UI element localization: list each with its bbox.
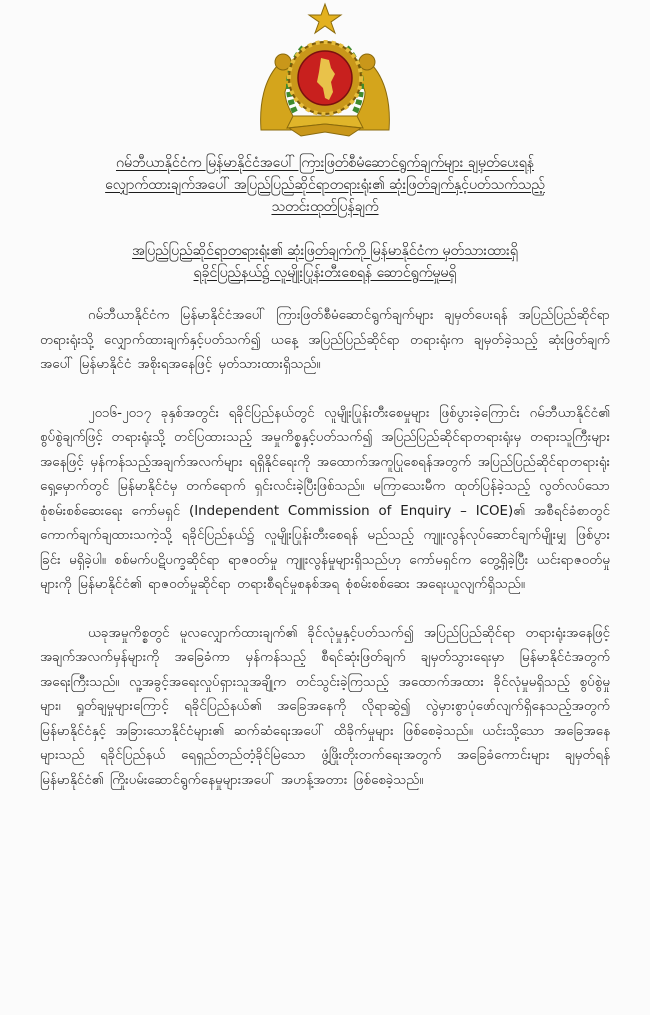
press-release-body bbox=[40, 304, 610, 793]
subtitle-line: အပြည်ပြည်ဆိုင်ရာတရားရုံး၏ ဆုံးဖြတ်ချက်ကို မြန်မာနိုင်ငံက မှတ်သားထားရှိ bbox=[132, 243, 518, 259]
body-paragraph: ၂၀၁၆-၂၀၁၇ ခုနှစ်အတွင်း ရခိုင်ပြည်နယ်တွင် လူမျိုးပြုန်းတီးစေမှုများ ဖြစ်ပွားခဲ့ကြောင်း ဂမ်ဘီယာနိုင်ငံ၏ စွပ်စွဲချက်ဖြင့် တရားရုံးသို့ တင်ပြထားသည့် အမှုကိစ္စနှင့်ပတ်သက်၍ အပြည်ပြည်ဆိုင်ရာတရားရုံးမှ တရားသူကြီးများအနေဖြင့် မှန်ကန်သည့်အချက်အလက်များ ရရှိနိုင်ရေးကို အထောက်အကူပြုစေရန်အတွက် အပြည်ပြည်ဆိုင်ရာတရားရုံး ရှေ့မှောက်တွင် မြန်မာနိုင်ငံမှ တက်ရောက် ရှင်းလင်းခဲ့ပြီးဖြစ်သည်။ မကြာသေးမီက ထုတ်ပြန်ခဲ့သည့် လွတ်လပ်သော စုံစမ်းစစ်ဆေးရေး ကော်မရှင် (Independent Commission of Enquiry – ICOE)၏ အစီရင်ခံစာတွင် ကောက်ချက်ချထားသကဲ့သို့ ရခိုင်ပြည်နယ်၌ လူမျိုးပြုန်းတီးစေရန် မည်သည့် ကျူးလွန်လုပ်ဆောင်ချက်မျိုးမျှ ဖြစ်ပွားခြင်း မရှိခဲ့ပါ။ စစ်မက်ပဋိပက္ခဆိုင်ရာ ရာဇဝတ်မှု ကျူးလွန်မှုများရှိသည်ဟု ကော်မရှင်က တွေ့ရှိခဲ့ပြီး ယင်းရာဇဝတ်မှုများကို မြန်မာနိုင်ငံ၏ ရာဇဝတ်မှုဆိုင်ရာ တရားစီရင်မှုစနစ်အရ စုံစမ်းစစ်ဆေး အရေးယူလျက်ရှိသည်။ bbox=[40, 405, 610, 592]
body-paragraph: ဂမ်ဘီယာနိုင်ငံက မြန်မာနိုင်ငံအပေါ် ကြားဖြတ်စီမံဆောင်ရွက်ချက်များ ချမှတ်ပေးရန် အပြည်ပြည်ဆိုင်ရာတရားရုံးသို့ လျှောက်ထားချက်နှင့်ပတ်သက်၍ ယနေ့ အပြည်ပြည်ဆိုင်ရာ တရားရုံးက ချမှတ်ခဲ့သည့် ဆုံးဖြတ်ချက်အပေါ် မြန်မာနိုင်ငံ အစိုးရအနေဖြင့် မှတ်သားထားရှိသည်။ bbox=[40, 308, 610, 372]
press-release-title bbox=[40, 152, 610, 218]
body-paragraph: ယခုအမှုကိစ္စတွင် မူလလျှောက်ထားချက်၏ ခိုင်လုံမှုနှင့်ပတ်သက်၍ အပြည်ပြည်ဆိုင်ရာ တရားရုံးအနေဖြင့် အချက်အလက်မှန်များကို အခြေခံကာ မှန်ကန်သည့် စီရင်ဆုံးဖြတ်ချက် ချမှတ်သွားရေးမှာ မြန်မာနိုင်ငံအတွက် အရေးကြီးသည်။ လူ့အခွင့်အရေးလှုပ်ရှားသူအချို့က တင်သွင်းခဲ့ကြသည့် အထောက်အထား ခိုင်လုံမှုမရှိသည့် စွပ်စွဲမှုများ၊ ရှုတ်ချမှုများကြောင့် ရခိုင်ပြည်နယ်၏ အခြေအနေကို လိုရာဆွဲ၍ လွဲမှားစွာပုံဖော်လျက်ရှိနေသည့်အတွက် မြန်မာနိုင်ငံနှင့် အခြားသောနိုင်ငံများ၏ ဆက်ဆံရေးအပေါ် ထိခိုက်မှုများ ဖြစ်စေခဲ့သည်။ ယင်းသို့သော အခြေအနေများသည် ရခိုင်ပြည်နယ် ရေရှည်တည်တံ့ခိုင်မြဲသော ဖွံ့ဖြိုးတိုးတက်ရေးအတွက် အခြေခံကောင်းများ ချမှတ်ရန် မြန်မာနိုင်ငံ၏ ကြိုးပမ်းဆောင်ရွက်နေမှုများအပေါ် အဟန့်အတား ဖြစ်စေခဲ့သည်။ bbox=[40, 625, 610, 788]
state-seal-emblem bbox=[255, 0, 395, 142]
title-line: လျှောက်ထားချက်အပေါ် အပြည်ပြည်ဆိုင်ရာတရားရုံး၏ ဆုံးဖြတ်ချက်နှင့်ပတ်သက်သည့် bbox=[105, 177, 545, 193]
press-release-subtitle bbox=[40, 240, 610, 284]
title-line: သတင်းထုတ်ပြန်ချက် bbox=[271, 199, 379, 215]
title-line: ဂမ်ဘီယာနိုင်ငံက မြန်မာနိုင်ငံအပေါ် ကြားဖြတ်စီမံဆောင်ရွက်ချက်များ ချမှတ်ပေးရန် bbox=[115, 155, 535, 171]
subtitle-line: ရခိုင်ပြည်နယ်၌ လူမျိုးပြုန်းတီးစေရန် ဆောင်ရွက်မှုမရှိ bbox=[193, 265, 457, 281]
